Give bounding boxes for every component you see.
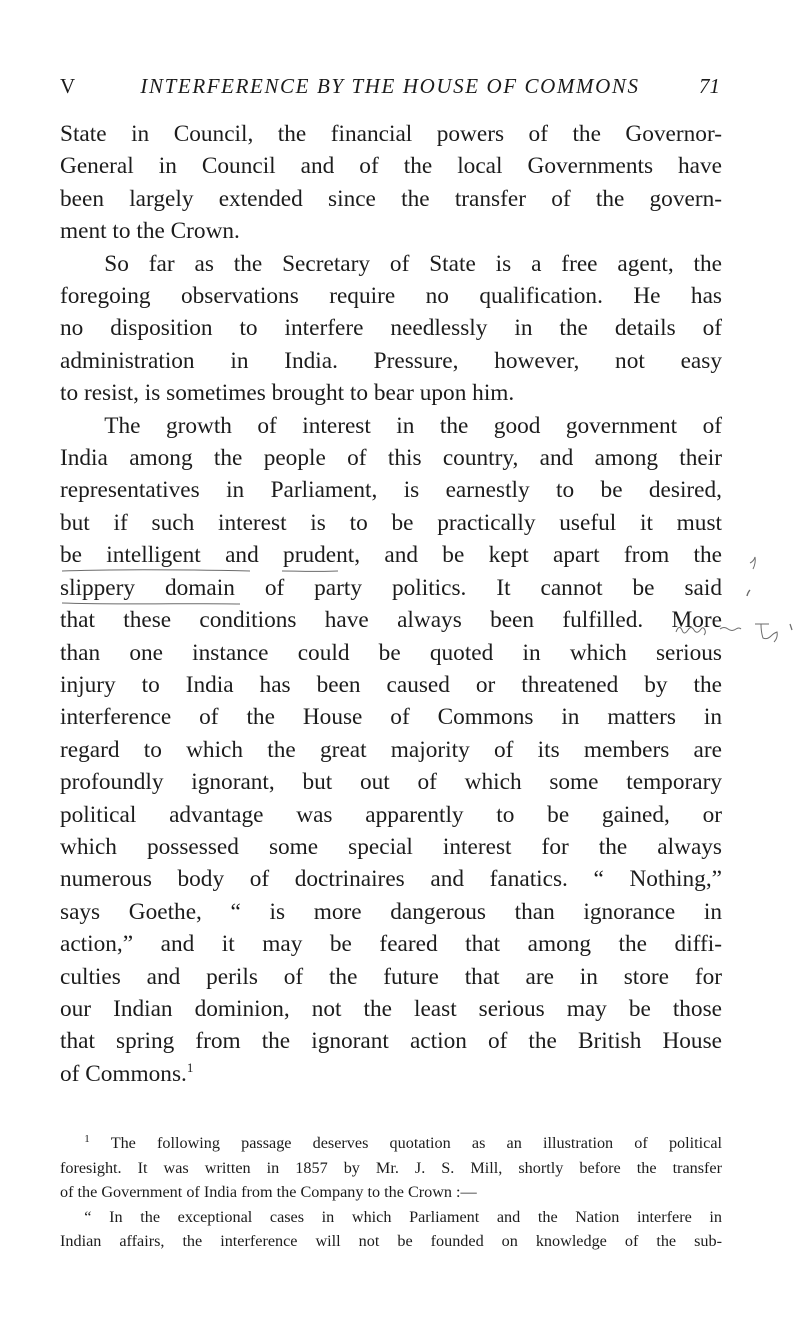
text-line: profoundly ignorant, but out of which some temporary	[60, 769, 722, 796]
text-line: to resist, is sometimes brought to bear upon him.	[60, 380, 515, 407]
text-line: ment to the Crown.	[60, 218, 240, 245]
text-line: General in Council and of the local Governments have	[60, 153, 722, 180]
text-line: interference of the House of Commons in matters in	[60, 704, 722, 731]
footnote-line	[60, 1131, 722, 1156]
text-line: representatives in Parliament, is earnestly to be desired,	[60, 477, 722, 504]
footnote-line: “ In the exceptional cases in which Parliament and the Nation interfere in	[84, 1207, 722, 1226]
running-head	[60, 74, 720, 104]
margin-mark-2	[747, 590, 750, 596]
footnote-reference: 1	[186, 1059, 194, 1075]
text-line: that spring from the ignorant action of the British House	[60, 1028, 722, 1055]
running-title: INTERFERENCE BY THE HOUSE OF COMMONS	[140, 74, 640, 98]
text-line: be intelligent and prudent, and be kept apart from the	[60, 542, 722, 569]
text-line-content: of Commons.	[60, 1060, 187, 1087]
page-number: 71	[699, 74, 720, 98]
margin-note-stroke-3	[755, 624, 777, 642]
text-line: State in Council, the financial powers of the Governor-	[60, 121, 722, 147]
text-line: that these conditions have always been fulfilled. More	[60, 607, 722, 634]
footnote-line: foresight. It was written in 1857 by Mr. J. S. Mill, shortly before the transfer	[60, 1158, 722, 1177]
text-line: So far as the Secretary of State is a free agent, the	[104, 250, 722, 277]
main-text	[60, 118, 722, 1090]
footnote-line: Indian affairs, the interference will not be founded on knowledge of the sub-	[60, 1232, 722, 1251]
text-line: The growth of interest in the good government of	[104, 412, 722, 439]
text-line: political advantage was apparently to be gained, or	[60, 801, 722, 828]
text-line: which possessed some special interest for the always	[60, 833, 722, 860]
text-line: India among the people of this country, and among their	[60, 445, 722, 472]
text-line: but if such interest is to be practically useful it must	[60, 509, 722, 536]
text-line: action,” and it may be feared that among the diffi-	[60, 931, 722, 958]
text-line: culties and perils of the future that are in store for	[60, 963, 722, 990]
footnote-text: The following passage deserves quotation as an illustration of political	[110, 1134, 722, 1152]
text-line: administration in India. Pressure, however, not easy	[60, 347, 722, 374]
text-line: numerous body of doctrinaires and fanatics. “ Nothing,”	[60, 866, 722, 893]
text-line-last	[60, 1058, 722, 1090]
text-line: been largely extended since the transfer of the govern-	[60, 185, 722, 212]
margin-note-stroke-2	[720, 628, 741, 631]
footnote-marker: 1	[84, 1133, 90, 1145]
text-line: foregoing observations require no qualification. He has	[60, 283, 722, 310]
text-line: regard to which the great majority of its members are	[60, 736, 722, 763]
margin-note-stroke-4	[790, 624, 792, 630]
text-line: says Goethe, “ is more dangerous than ignorance in	[60, 898, 722, 925]
margin-mark-1	[750, 557, 755, 569]
text-line: injury to India has been caused or threatened by the	[60, 671, 722, 698]
text-line: slippery domain of party politics. It cannot be said	[60, 574, 722, 601]
text-line: our Indian dominion, not the least serious may be those	[60, 995, 722, 1022]
chapter-numeral: V	[60, 74, 76, 98]
footnote-line: of the Government of India from the Company to the Crown :—	[60, 1183, 477, 1202]
footnotes	[60, 1131, 722, 1254]
text-line: than one instance could be quoted in which serious	[60, 639, 722, 666]
text-line: no disposition to interfere needlessly in the details of	[60, 315, 722, 342]
